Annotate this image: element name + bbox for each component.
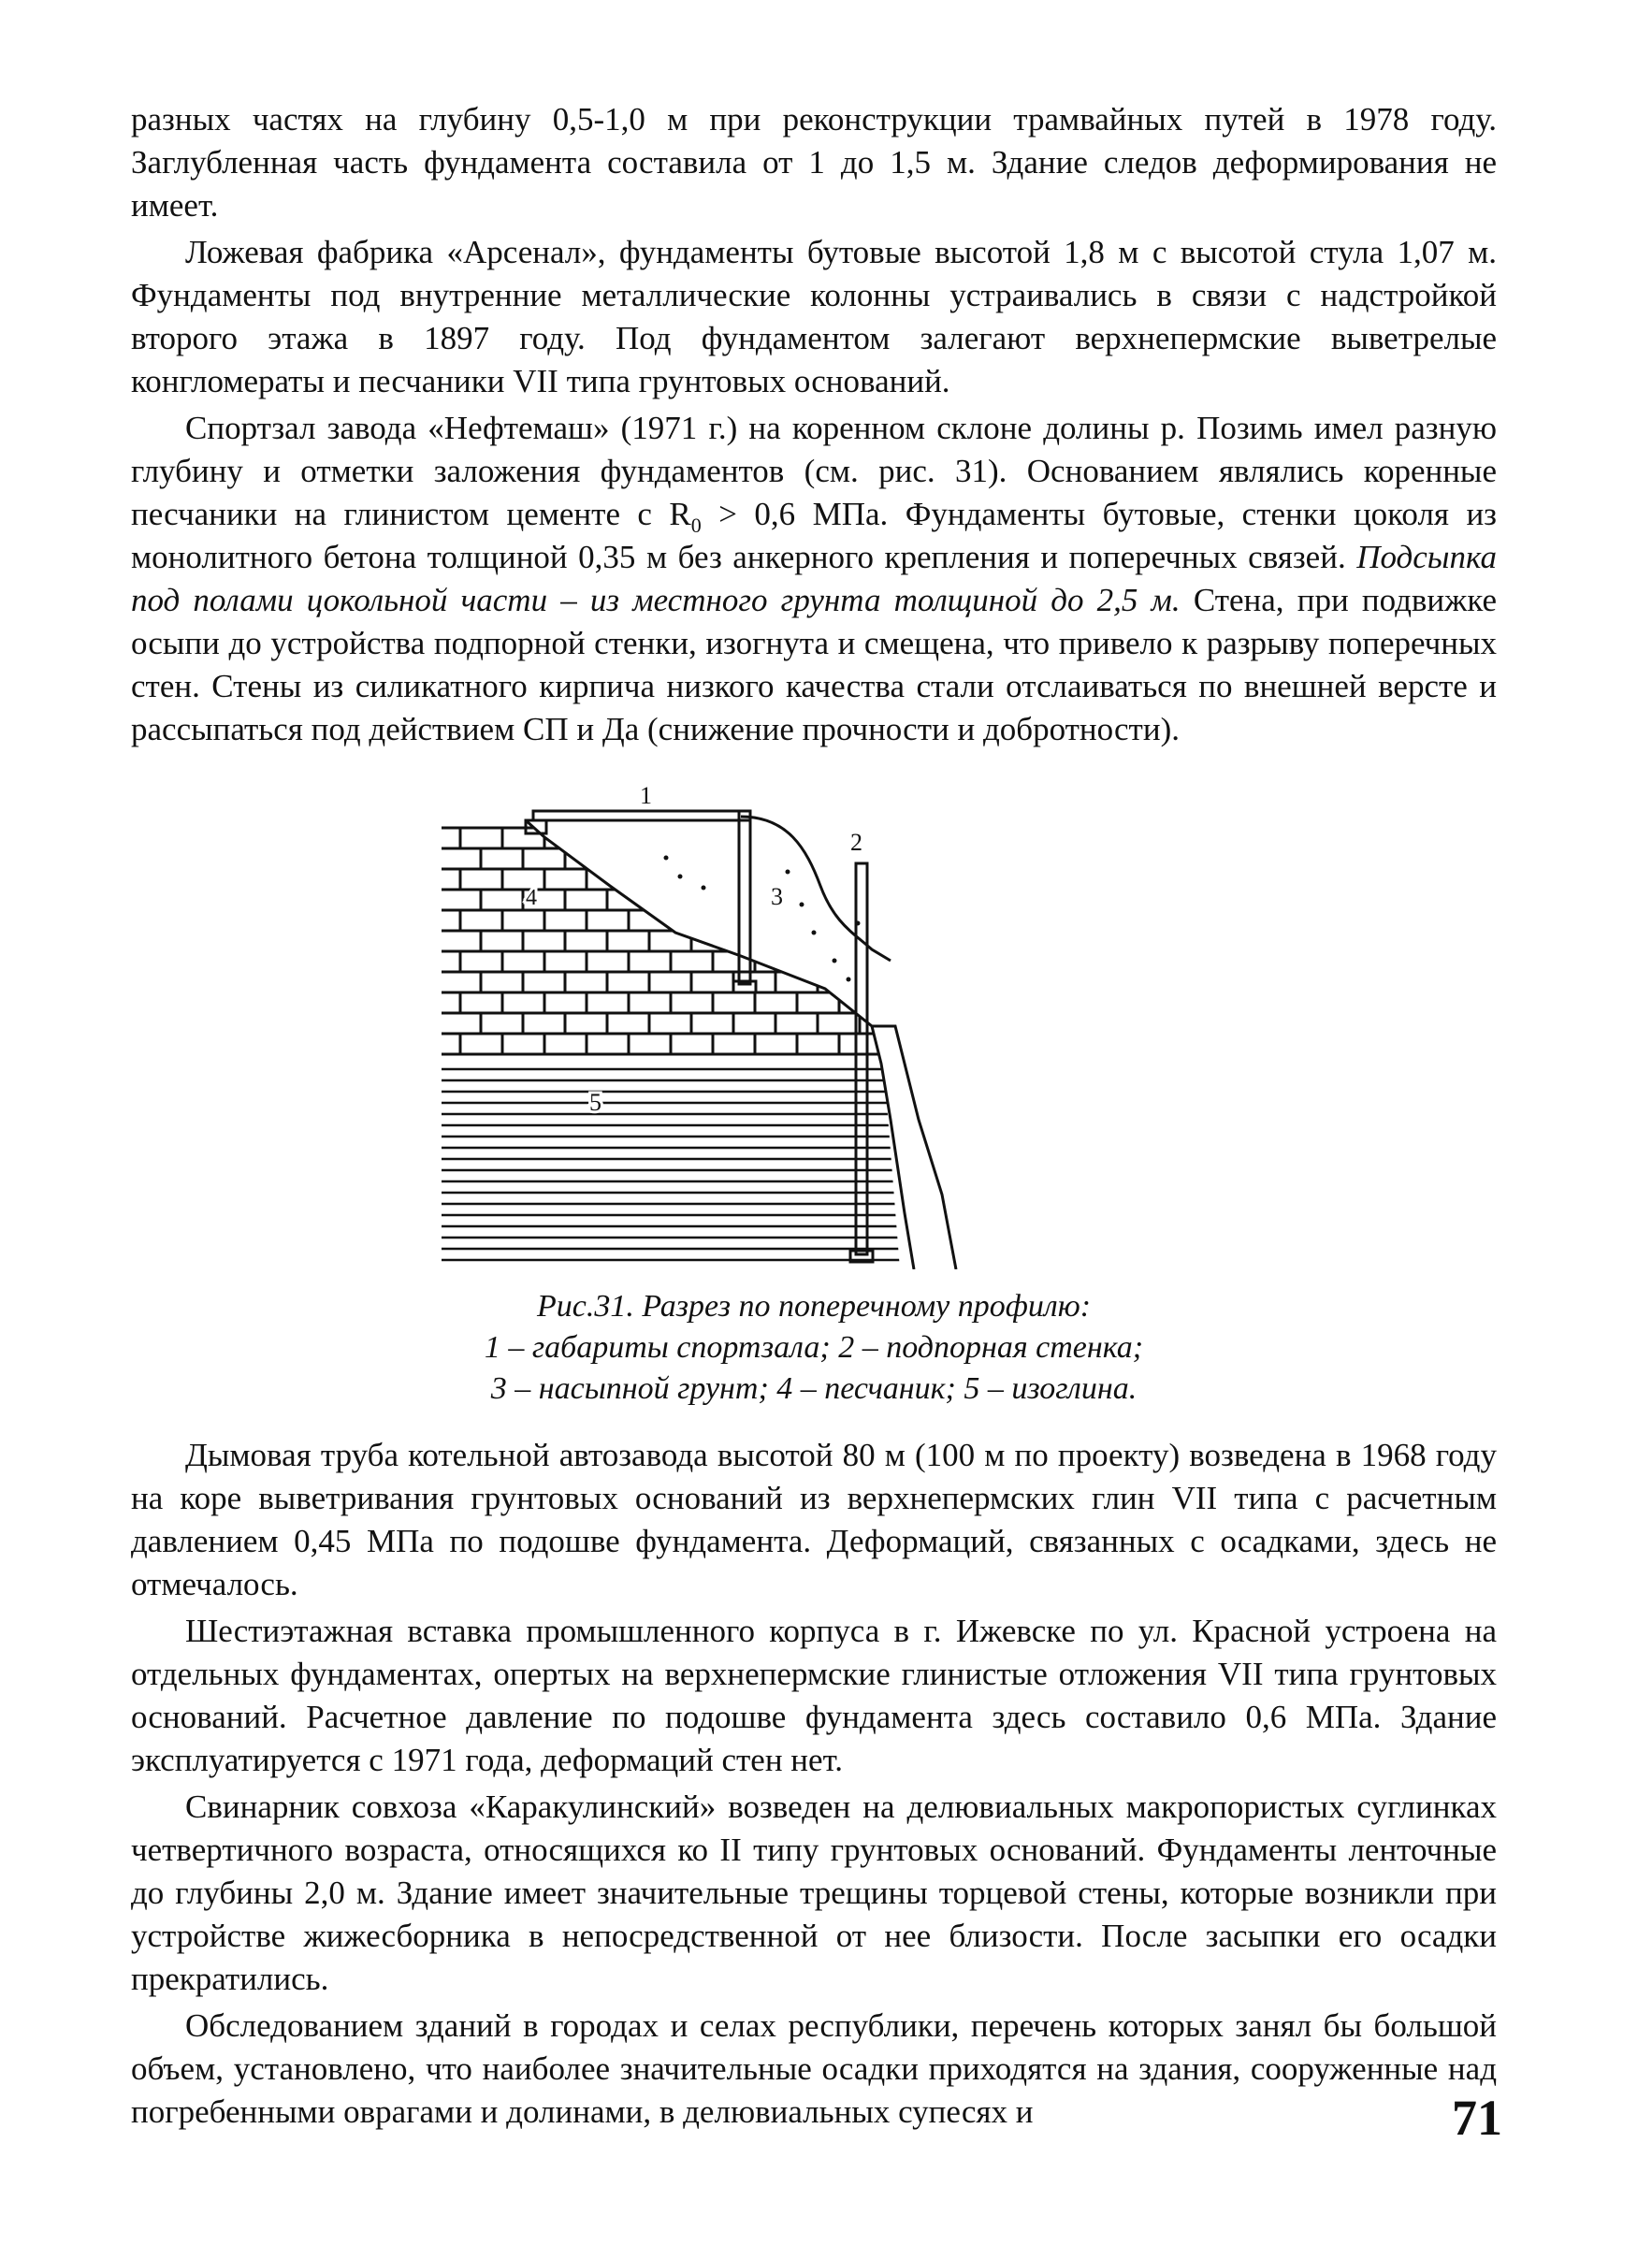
sportzal-text-3: Стена, при подвижке осыпи до устройства подпорной стенки, изогнута и смещена, что привело к разрыву поперечных стен. Стены из силикатного кирпича низкого качества стали отслаиваться по внешней версте и рассыпаться под действием СП и Да (снижение прочности и добротности). (131, 582, 1498, 747)
sportzal-subscript: 0 (690, 514, 702, 537)
sportzal-text-2: > 0,6 МПа. Фундаменты бутовые, стенки цоколя из монолитного бетона толщиной 0,35 м без анкерного крепления и поперечных связей. (131, 496, 1498, 575)
sandstone-layer (442, 828, 881, 1054)
figure-caption (131, 1286, 1497, 1410)
paragraph-pigsty: Свинарник совхоза «Каракулинский» возведен на делювиальных макропористых суглинках четвертичного возраста, относящихся ко II типу грунтовых оснований. Фундаменты ленточные до глубины 2,0 м. Здание имеет значительные трещины торцевой стены, которые возникли при устройстве жижесборника в непосредственной от нее близости. После засыпки его осадки прекратились. (131, 1788, 1497, 1997)
retaining-wall (850, 863, 873, 1262)
label-fill-soil: 3 (771, 883, 783, 910)
page-body (131, 98, 1497, 2156)
paragraph-trams: разных частях на глубину 0,5-1,0 м при реконструкции трамвайных путей в 1978 году. Заглубленная часть фундамента составила от 1 до 1,5 м. Здание следов деформирования не имеет. (131, 101, 1497, 224)
figure-31 (131, 783, 1497, 1269)
sportzal-text-1: Спортзал завода «Нефтемаш» (1971 г.) на коренном склоне долины р. Позимь имел разную глубину и отметки заложения фундаментов (см. рис. 31). Основанием являлись коренные песчаники на глинистом цементе с R (131, 410, 1497, 532)
paragraph-izhevsk: Шестиэтажная вставка промышленного корпуса в г. Ижевске по ул. Красной устроена на отдельных фундаментах, опертых на верхнепермские глинистые отложения VII типа грунтовых оснований. Расчетное давление по подошве фундамента здесь составило 0,6 МПа. Здание эксплуатируется с 1971 года, деформаций стен нет. (131, 1613, 1497, 1778)
label-gabarits: 1 (640, 783, 652, 809)
label-sandstone: 4 (526, 886, 537, 910)
caption-line-3: 3 – насыпной грунт; 4 – песчаник; 5 – изоглина. (490, 1371, 1138, 1406)
caption-line-2: 1 – габариты спортзала; 2 – подпорная стенка; (484, 1330, 1144, 1365)
sportzal-italic-text: Подсыпка под полами цокольной части – из местного грунта толщиной до 2,5 м. (131, 539, 1497, 618)
sport-hall-outline (526, 811, 756, 992)
label-clay: 5 (589, 1089, 601, 1116)
label-retaining-wall: 2 (850, 829, 862, 856)
caption-line-1: Рис.31. Разрез по поперечному профилю: (536, 1289, 1092, 1324)
paragraph-survey: Обследованием зданий в городах и селах республики, перечень которых занял бы большой объем, установлено, что наиболее значительные осадки приходятся на здания, сооруженные над погребенными оврагами и долинами, в делювиальных супесях и (131, 2007, 1497, 2130)
page-number: 71 (1452, 2090, 1502, 2146)
cross-section-drawing (432, 783, 1181, 1269)
paragraph-sportzal (131, 407, 1497, 751)
clay-layer (442, 1069, 900, 1260)
paragraph-arsenal: Ложевая фабрика «Арсенал», фундаменты бутовые высотой 1,8 м с высотой стула 1,07 м. Фундаменты под внутренние металлические колонны устраивались в связи с надстройкой второго этажа в 1897 году. Под фундаментом залегают верхнепермские выветрелые конгломераты и песчаники VII типа грунтовых оснований. (131, 234, 1497, 399)
paragraph-chimney: Дымовая труба котельной автозавода высотой 80 м (100 м по проекту) возведена в 1968 году на коре выветривания грунтовых оснований из верхнепермских глин VII типа с расчетным давлением 0,45 МПа по подошве фундамента. Деформаций, связанных с осадками, здесь не отмечалось. (131, 1437, 1497, 1602)
